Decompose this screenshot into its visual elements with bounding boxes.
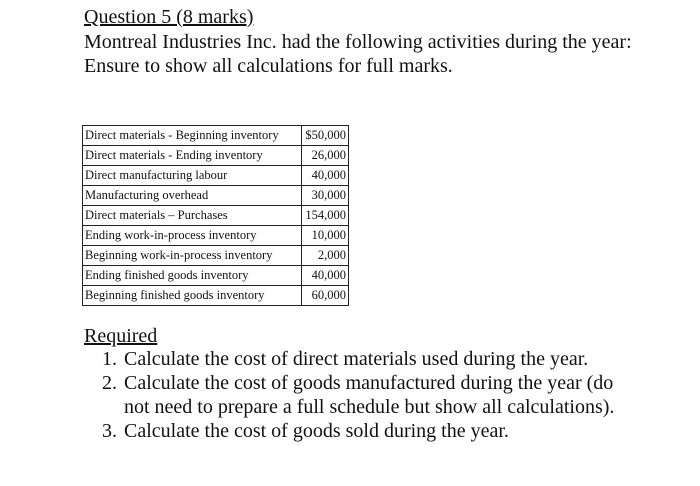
row-value: 26,000 <box>302 146 349 166</box>
row-value: $50,000 <box>302 126 349 146</box>
table-row <box>83 286 349 306</box>
required-heading: Required <box>84 325 158 347</box>
table-row <box>83 146 349 166</box>
row-value: 30,000 <box>302 186 349 206</box>
row-value: 10,000 <box>302 226 349 246</box>
row-label: Direct materials – Purchases <box>83 206 302 226</box>
table-row <box>83 226 349 246</box>
row-label: Ending finished goods inventory <box>83 266 302 286</box>
question-intro <box>84 30 644 78</box>
item-number: 3. <box>102 420 117 442</box>
row-value: 154,000 <box>302 206 349 226</box>
item-text: Calculate the cost of goods manufactured during the year (do not need to prepare a full schedule but show all calculations). <box>124 372 615 418</box>
intro-line-instructions: Ensure to show all calculations for full marks. <box>84 55 453 77</box>
row-value: 60,000 <box>302 286 349 306</box>
row-label: Ending work-in-process inventory <box>83 226 302 246</box>
item-number: 1. <box>102 348 117 370</box>
list-item <box>102 371 622 419</box>
row-value: 2,000 <box>302 246 349 266</box>
required-list <box>102 347 622 443</box>
table-row <box>83 246 349 266</box>
table-row <box>83 166 349 186</box>
item-text: Calculate the cost of goods sold during the year. <box>124 420 509 442</box>
table-row <box>83 186 349 206</box>
row-label: Beginning work-in-process inventory <box>83 246 302 266</box>
intro-line-activities: Montreal Industries Inc. had the following activities during the year: <box>84 31 632 53</box>
row-label: Manufacturing overhead <box>83 186 302 206</box>
question-title: Question 5 (8 marks) <box>84 6 254 28</box>
row-value: 40,000 <box>302 266 349 286</box>
row-label: Beginning finished goods inventory <box>83 286 302 306</box>
row-label: Direct materials - Ending inventory <box>83 146 302 166</box>
list-item <box>102 419 622 443</box>
row-label: Direct materials - Beginning inventory <box>83 126 302 146</box>
item-text: Calculate the cost of direct materials used during the year. <box>124 348 589 370</box>
row-value: 40,000 <box>302 166 349 186</box>
table-row <box>83 126 349 146</box>
list-item <box>102 347 622 371</box>
item-number: 2. <box>102 372 117 394</box>
table-row <box>83 266 349 286</box>
row-label: Direct manufacturing labour <box>83 166 302 186</box>
table-row <box>83 206 349 226</box>
activities-table <box>82 125 349 306</box>
